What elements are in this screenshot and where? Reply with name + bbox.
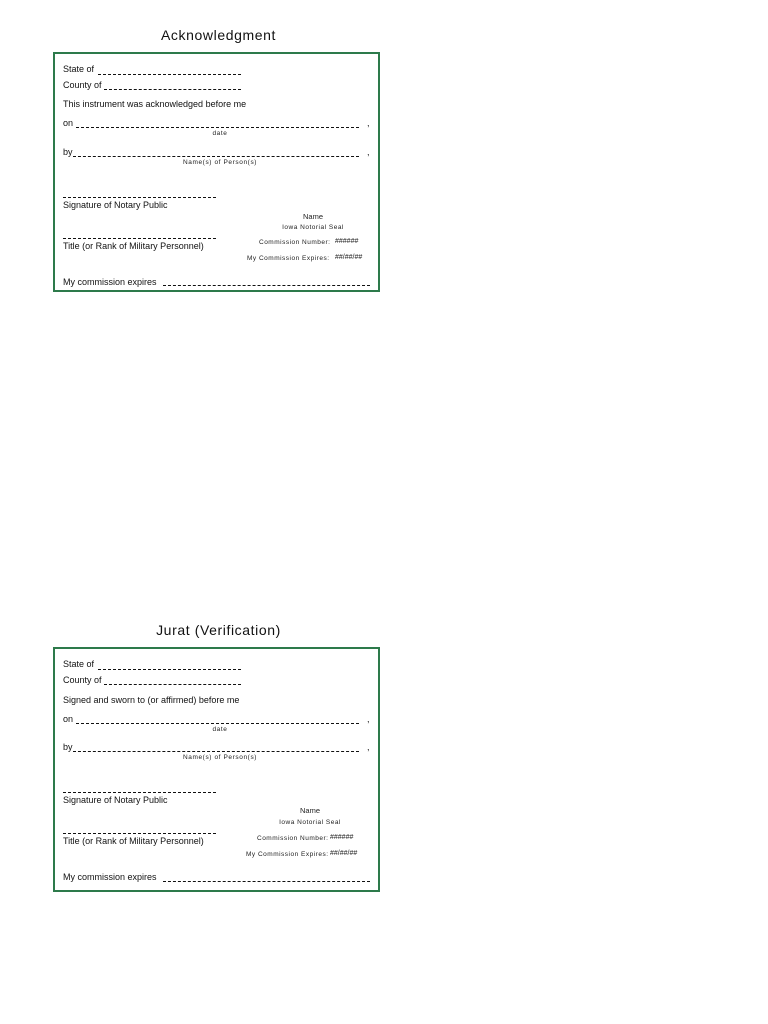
by-label: by <box>63 147 73 157</box>
jurat-statement: Signed and sworn to (or affirmed) before me <box>63 695 240 705</box>
names-field[interactable] <box>73 751 359 752</box>
commission-expires-label: My commission expires <box>63 277 157 287</box>
state-label: State of <box>63 64 95 74</box>
county-field[interactable] <box>104 89 241 90</box>
notary-signature-label: Signature of Notary Public <box>63 795 168 805</box>
commission-expires-value: ##/##/## <box>335 254 363 261</box>
names-caption: Name(s) of Person(s) <box>182 159 258 166</box>
jurat-title: Jurat (Verification) <box>156 622 281 638</box>
comma: , <box>367 147 370 157</box>
comma: , <box>367 742 370 752</box>
seal-name: Name <box>299 806 320 815</box>
comma: , <box>367 118 370 128</box>
date-caption: date <box>212 130 228 137</box>
commission-number-label: Commission Number: <box>259 239 331 246</box>
state-field[interactable] <box>98 669 241 670</box>
names-field[interactable] <box>73 156 359 157</box>
acknowledgment-title: Acknowledgment <box>160 27 276 43</box>
commission-number-label: Commission Number: <box>257 835 329 842</box>
commission-number-value: ###### <box>335 238 359 245</box>
comma: , <box>367 714 370 724</box>
county-label: County of <box>63 675 102 685</box>
commission-expires-field[interactable] <box>163 881 370 882</box>
notary-signature-label: Signature of Notary Public <box>63 200 168 210</box>
commission-expires-value: ##/##/## <box>330 850 358 857</box>
county-label: County of <box>63 80 102 90</box>
seal-name: Name <box>302 212 323 221</box>
on-label: on <box>63 714 74 724</box>
names-caption: Name(s) of Person(s) <box>182 754 258 761</box>
notary-signature-field[interactable] <box>63 792 216 793</box>
commission-expires-seal-label: My Commission Expires: <box>247 255 330 262</box>
commission-expires-field[interactable] <box>163 285 370 286</box>
title-label: Title (or Rank of Military Personnel) <box>63 241 204 251</box>
date-field[interactable] <box>76 723 359 724</box>
seal-text: Iowa Notorial Seal <box>279 819 341 826</box>
on-label: on <box>63 118 74 128</box>
seal-text: Iowa Notorial Seal <box>282 224 344 231</box>
title-field[interactable] <box>63 238 216 239</box>
state-label: State of <box>63 659 95 669</box>
title-field[interactable] <box>63 833 216 834</box>
acknowledgment-statement: This instrument was acknowledged before me <box>63 99 247 109</box>
date-field[interactable] <box>76 127 359 128</box>
commission-expires-label: My commission expires <box>63 872 157 882</box>
title-label: Title (or Rank of Military Personnel) <box>63 836 204 846</box>
commission-number-value: ###### <box>330 834 354 841</box>
date-caption: date <box>212 726 228 733</box>
acknowledgment-form <box>53 52 380 292</box>
county-field[interactable] <box>104 684 241 685</box>
notary-signature-field[interactable] <box>63 197 216 198</box>
commission-expires-seal-label: My Commission Expires: <box>246 851 329 858</box>
by-label: by <box>63 742 73 752</box>
jurat-form <box>53 647 380 892</box>
state-field[interactable] <box>98 74 241 75</box>
